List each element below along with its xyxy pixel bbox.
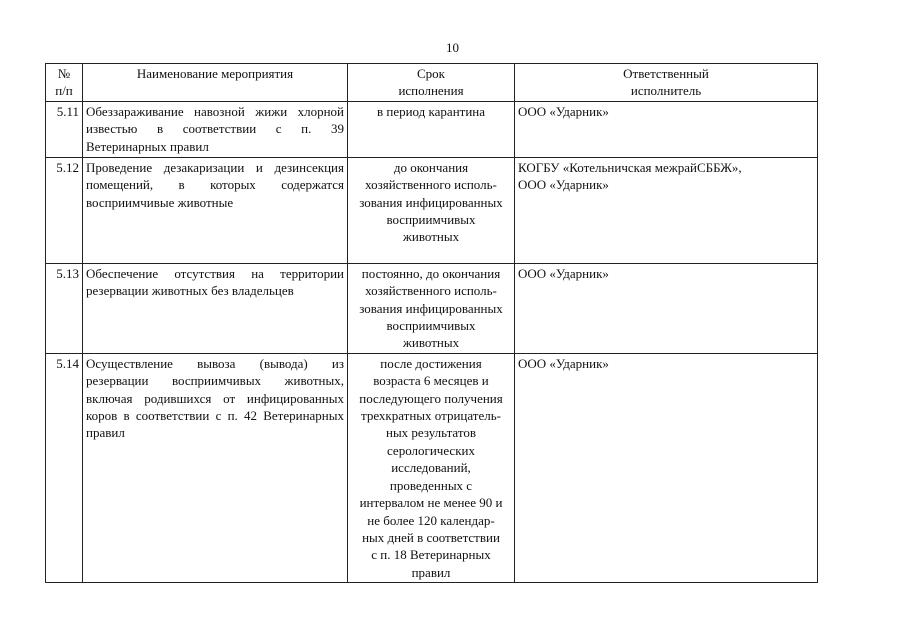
row-number: 5.14	[46, 353, 83, 582]
row-deadline: после достижения возраста 6 месяцев и последующего получения трехкратных отрицатель- ных результатов серологических исследований, проведенных с интервалом не менее 90 и не более 120 календар- ных дней в соответствии с п. 18 Ветеринарных правил	[348, 353, 515, 582]
row-number: 5.11	[46, 101, 83, 157]
row-measure-name: Обеспечение отсутствия на территории резервации животных без владельцев	[83, 263, 348, 353]
row-responsible: ООО «Ударник»	[515, 101, 818, 157]
row-responsible: КОГБУ «Котельничская межрайСББЖ», ООО «Ударник»	[515, 157, 818, 263]
table-row	[46, 263, 818, 353]
row-measure-name: Проведение дезакаризации и дезинсекция помещений, в которых содержатся восприимчивые животные	[83, 157, 348, 263]
measures-table	[45, 63, 818, 583]
table-row	[46, 101, 818, 157]
row-responsible: ООО «Ударник»	[515, 263, 818, 353]
row-measure-name: Осуществление вывоза (вывода) из резервации восприимчивых животных, включая родившихся от инфицированных коров в соответствии с п. 42 Ветеринарных правил	[83, 353, 348, 582]
row-deadline: до окончания хозяйственного исполь- зования инфицированных восприимчивых животных	[348, 157, 515, 263]
table-header-row	[46, 64, 818, 102]
table-row	[46, 157, 818, 263]
row-number: 5.13	[46, 263, 83, 353]
header-number: № п/п	[46, 64, 83, 102]
header-measure-name: Наименование мероприятия	[83, 64, 348, 102]
row-number: 5.12	[46, 157, 83, 263]
header-deadline: Срок исполнения	[348, 64, 515, 102]
row-deadline: постоянно, до окончания хозяйственного исполь- зования инфицированных восприимчивых животных	[348, 263, 515, 353]
row-measure-name: Обеззараживание навозной жижи хлорной известью в соответствии с п. 39 Ветеринарных правил	[83, 101, 348, 157]
row-deadline: в период карантина	[348, 101, 515, 157]
header-responsible: Ответственный исполнитель	[515, 64, 818, 102]
page-number: 10	[446, 40, 459, 55]
row-responsible: ООО «Ударник»	[515, 353, 818, 582]
table-row	[46, 353, 818, 582]
